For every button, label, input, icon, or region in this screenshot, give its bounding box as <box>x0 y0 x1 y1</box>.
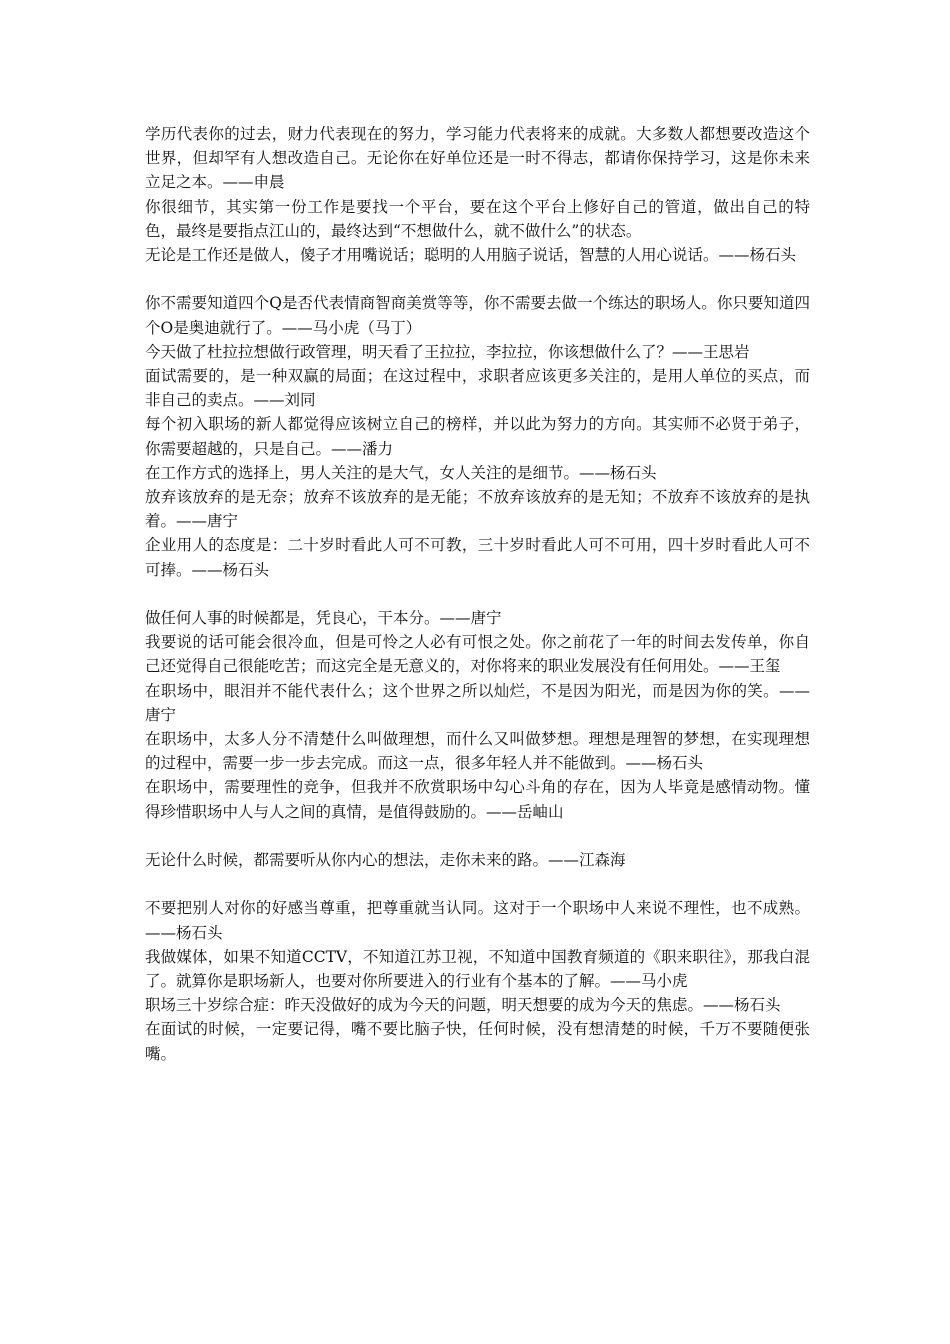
paragraph: 做任何人事的时候都是，凭良心，干本分。——唐宁 <box>145 609 502 628</box>
paragraph: 我做媒体，如果不知道CCTV，不知道江苏卫视，不知道中国教育频道的《职来职往》，那我白混了。就算你是职场新人，也要对你所要进入的行业有个基本的了解。——马小虎 <box>145 947 810 991</box>
paragraph: 在职场中，眼泪并不能代表什么；这个世界之所以灿烂，不是因为阳光，而是因为你的笑。——唐宁 <box>145 681 810 724</box>
paragraph: 无论什么时候，都需要听从你内心的想法，走你未来的路。——江森海 <box>145 851 626 870</box>
paragraph: 在面试的时候，一定要记得，嘴不要比脑子快，任何时候，没有想清楚的时候，千万不要随便张嘴。 <box>145 1020 810 1063</box>
paragraph: 职场三十岁综合症：昨天没做好的成为今天的问题，明天想要的成为今天的焦虑。——杨石头 <box>145 996 781 1015</box>
paragraph: 在职场中，太多人分不清楚什么叫做理想，而什么又叫做梦想。理想是理智的梦想，在实现理想的过程中，需要一步一步去完成。而这一点，很多年轻人并不能做到。——杨石头 <box>145 730 810 773</box>
paragraph: 在职场中，需要理性的竞争，但我并不欣赏职场中勾心斗角的存在，因为人毕竟是感情动物。懂得珍惜职场中人与人之间的真情，是值得鼓励的。——岳岫山 <box>145 778 810 821</box>
paragraph: 每个初入职场的新人都觉得应该树立自己的榜样，并以此为努力的方向。其实师不必贤于弟子，你需要超越的，只是自己。——潘力 <box>145 415 810 458</box>
paragraph: 不要把别人对你的好感当尊重，把尊重就当认同。这对于一个职场中人来说不理性，也不成熟。——杨石头 <box>145 899 810 942</box>
blank-line <box>145 824 810 848</box>
paragraph: 在工作方式的选择上，男人关注的是大气，女人关注的是细节。——杨石头 <box>145 463 657 482</box>
blank-line <box>145 267 810 291</box>
blank-line <box>145 582 810 606</box>
document-body <box>145 122 810 1066</box>
blank-line <box>145 872 810 896</box>
paragraph: 我要说的话可能会很冷血，但是可怜之人必有可恨之处。你之前花了一年的时间去发传单，你自己还觉得自己很能吃苦；而这完全是无意义的，对你将来的职业发展没有任何用处。——王玺 <box>145 633 810 676</box>
paragraph: 企业用人的态度是：二十岁时看此人可不可教，三十岁时看此人可不可用，四十岁时看此人可不可捧。——杨石头 <box>145 536 810 579</box>
paragraph: 你不需要知道四个Q是否代表情商智商美赏等等，你不需要去做一个练达的职场人。你只要知道四个O是奥迪就行了。——马小虎（马丁） <box>145 294 810 337</box>
paragraph: 学历代表你的过去，财力代表现在的努力，学习能力代表将来的成就。大多数人都想要改造这个世界，但却罕有人想改造自己。无论你在好单位还是一时不得志，都请你保持学习，这是你未来立足之本。——申晨 <box>145 125 810 192</box>
paragraph: 你很细节，其实第一份工作是要找一个平台，要在这个平台上修好自己的管道，做出自己的特色，最终是要指点江山的，最终达到“不想做什么，就不做什么”的状态。 <box>145 197 810 240</box>
paragraph: 面试需要的，是一种双赢的局面；在这过程中，求职者应该更多关注的，是用人单位的买点，而非自己的卖点。——刘同 <box>145 367 810 410</box>
paragraph: 无论是工作还是做人，傻子才用嘴说话；聪明的人用脑子说话，智慧的人用心说话。——杨石头 <box>145 246 797 265</box>
paragraph: 今天做了杜拉拉想做行政管理，明天看了王拉拉，李拉拉，你该想做什么了？——王思岩 <box>145 342 750 361</box>
paragraph: 放弃该放弃的是无奈；放弃不该放弃的是无能；不放弃该放弃的是无知；不放弃不该放弃的是执着。——唐宁 <box>145 488 810 531</box>
